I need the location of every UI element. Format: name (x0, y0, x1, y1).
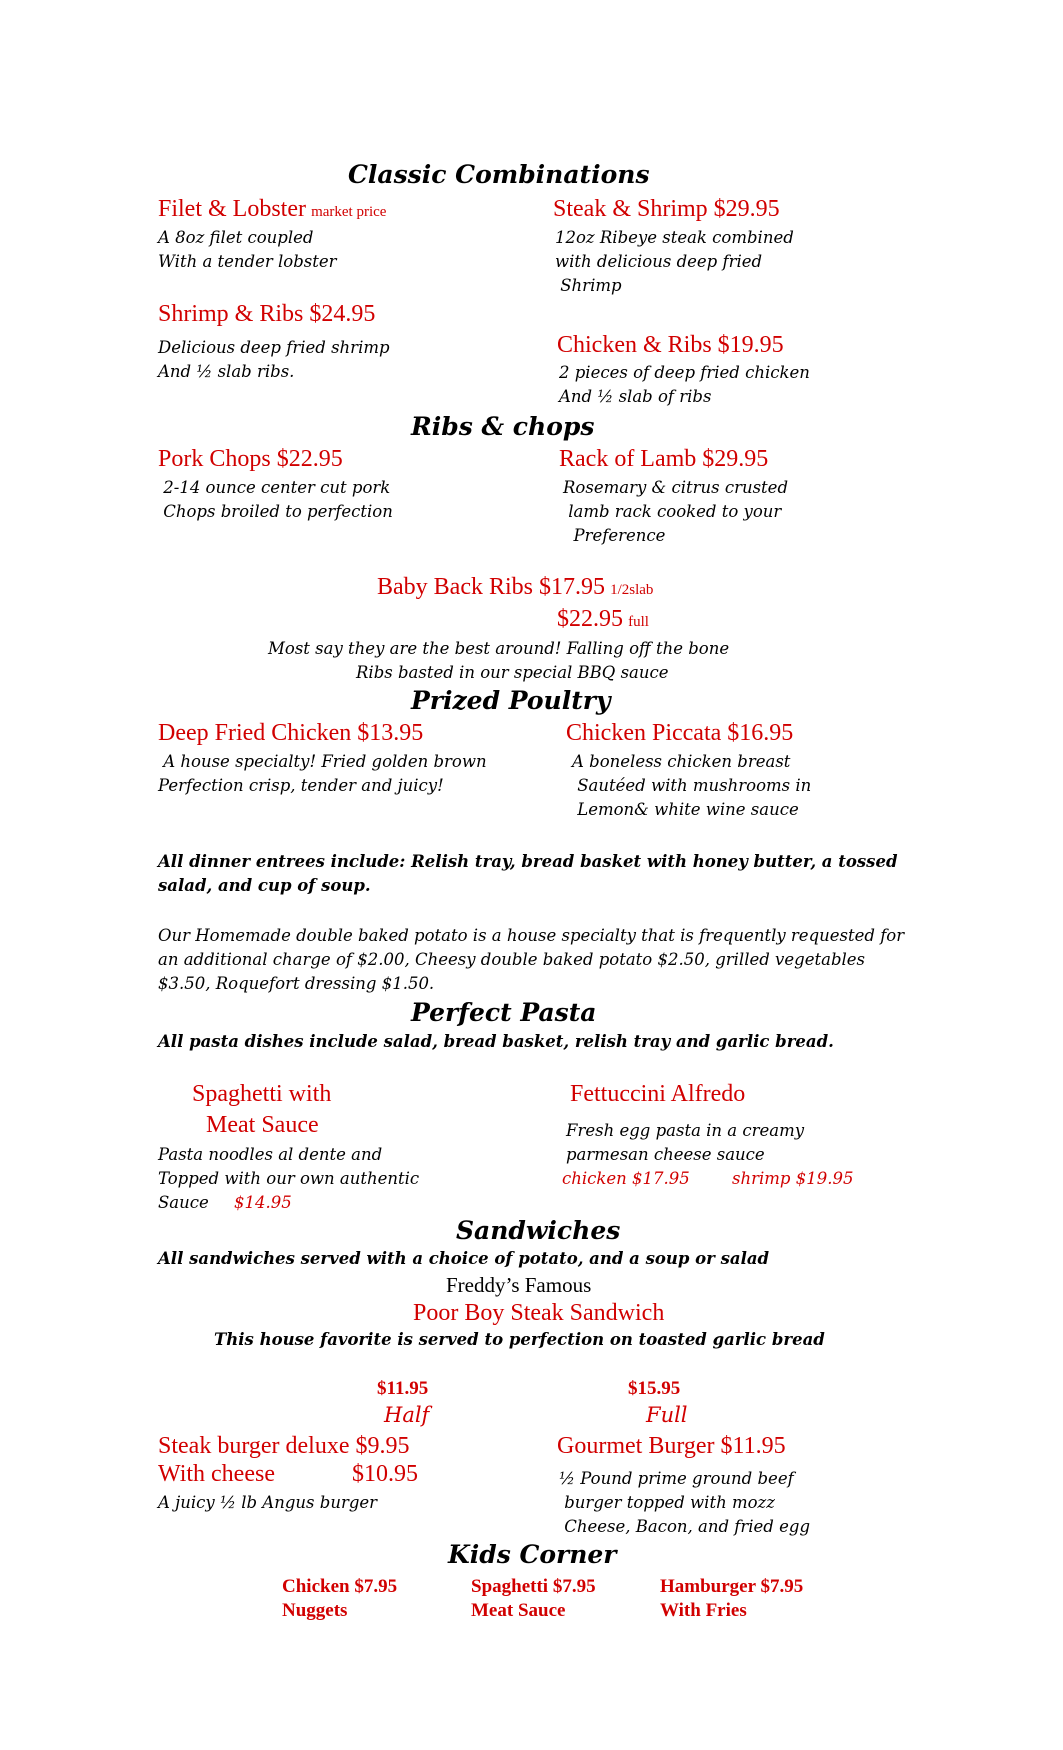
gourmet-burger-desc: ½ Pound prime ground beef burger topped with mozz Cheese, Bacon, and fried egg (559, 1469, 811, 1536)
fettuccini-chicken-price: chicken $17.95 (562, 1169, 690, 1188)
chicken-piccata-title: Chicken Piccata $16.95 (566, 720, 794, 746)
baby-back-name: Baby Back Ribs $17.95 (377, 574, 605, 600)
kids-hamburger: Hamburger $7.95 With Fries (660, 1576, 804, 1621)
poor-boy-half-price: $11.95 (377, 1378, 429, 1399)
poor-boy-title: Poor Boy Steak Sandwich (413, 1300, 665, 1326)
dinner-entrees-note: All dinner entrees include: Relish tray, bread basket with honey butter, a tossed salad, and cup of soup. (158, 852, 898, 895)
ribs-heading: Ribs & chops (411, 412, 595, 441)
deep-fried-chicken-title: Deep Fried Chicken $13.95 (158, 720, 424, 746)
pork-chops-title: Pork Chops $22.95 (158, 446, 343, 472)
with-cheese-label: With cheese (158, 1461, 275, 1487)
chicken-ribs-desc: 2 pieces of deep fried chicken And ½ slab of ribs (559, 363, 810, 406)
shrimp-ribs-desc: Delicious deep fried shrimp And ½ slab ribs. (158, 338, 390, 381)
shrimp-ribs-title: Shrimp & Ribs $24.95 (158, 301, 376, 327)
sandwiches-heading: Sandwiches (456, 1216, 621, 1245)
kids-heading: Kids Corner (448, 1540, 617, 1569)
rack-lamb-desc: Rosemary & citrus crusted lamb rack cooked to your Preference (563, 478, 789, 545)
steak-burger-desc: A juicy ½ lb Angus burger (158, 1493, 378, 1512)
chicken-piccata-desc: A boneless chicken breast Sautéed with mushrooms in Lemon& white wine sauce (572, 752, 812, 819)
spaghetti-title-2: Meat Sauce (206, 1112, 319, 1138)
spaghetti-desc: Pasta noodles al dente and Topped with our own authentic Sauce (158, 1145, 420, 1212)
rack-lamb-title: Rack of Lamb $29.95 (559, 446, 769, 472)
gourmet-burger-title: Gourmet Burger $11.95 (557, 1433, 786, 1459)
pasta-heading: Perfect Pasta (411, 998, 597, 1027)
freddys-famous: Freddy’s Famous (446, 1273, 592, 1297)
poor-boy-half-label: Half (384, 1403, 430, 1427)
pork-chops-desc: 2-14 ounce center cut pork Chops broiled to perfection (163, 478, 393, 521)
pasta-note: All pasta dishes include salad, bread basket, relish tray and garlic bread. (158, 1032, 834, 1051)
baby-back-title (377, 574, 653, 601)
classic-heading: Classic Combinations (348, 160, 650, 189)
kids-spaghetti: Spaghetti $7.95 Meat Sauce (471, 1576, 596, 1621)
baby-back-full-label: full (628, 614, 649, 630)
chicken-ribs-title: Chicken & Ribs $19.95 (557, 332, 784, 358)
baby-back-desc-1: Most say they are the best around! Falling off the bone (268, 639, 730, 658)
poor-boy-desc: This house favorite is served to perfection on toasted garlic bread (214, 1330, 825, 1349)
poultry-heading: Prized Poultry (411, 686, 611, 715)
filet-lobster-desc: A 8oz filet coupled With a tender lobster (158, 228, 337, 271)
spaghetti-price: $14.95 (234, 1193, 292, 1212)
steak-burger-title: Steak burger deluxe $9.95 (158, 1433, 410, 1459)
fettuccini-desc: Fresh egg pasta in a creamy parmesan cheese sauce (566, 1121, 805, 1164)
poor-boy-full-price: $15.95 (628, 1378, 681, 1399)
spaghetti-title-1: Spaghetti with (192, 1081, 332, 1107)
potato-note: Our Homemade double baked potato is a house specialty that is frequently requested for an additional charge of $2.00, Cheesy double baked potato $2.50, grilled vegetables $3.50, Roquefort dressing $1.50. (158, 926, 905, 993)
baby-back-full (557, 606, 649, 633)
poor-boy-full-label: Full (646, 1403, 688, 1427)
steak-shrimp-desc: 12oz Ribeye steak combined with delicious deep fried Shrimp (555, 228, 794, 295)
filet-lobster-title (158, 196, 386, 223)
baby-back-desc-2: Ribs basted in our special BBQ sauce (356, 663, 669, 682)
steak-shrimp-title: Steak & Shrimp $29.95 (553, 196, 780, 222)
baby-back-half-label: 1/2slab (610, 582, 654, 598)
with-cheese-price: $10.95 (352, 1461, 418, 1487)
sandwiches-note: All sandwiches served with a choice of potato, and a soup or salad (158, 1249, 770, 1268)
fettuccini-shrimp-price: shrimp $19.95 (732, 1169, 854, 1188)
fettuccini-title: Fettuccini Alfredo (570, 1081, 746, 1107)
baby-back-full-price: $22.95 (557, 606, 623, 632)
deep-fried-chicken-desc: A house specialty! Fried golden brown Perfection crisp, tender and juicy! (158, 752, 487, 795)
filet-lobster-price-note: market price (311, 204, 387, 220)
filet-lobster-name: Filet & Lobster (158, 196, 306, 222)
kids-chicken-nuggets: Chicken $7.95 Nuggets (282, 1576, 398, 1621)
